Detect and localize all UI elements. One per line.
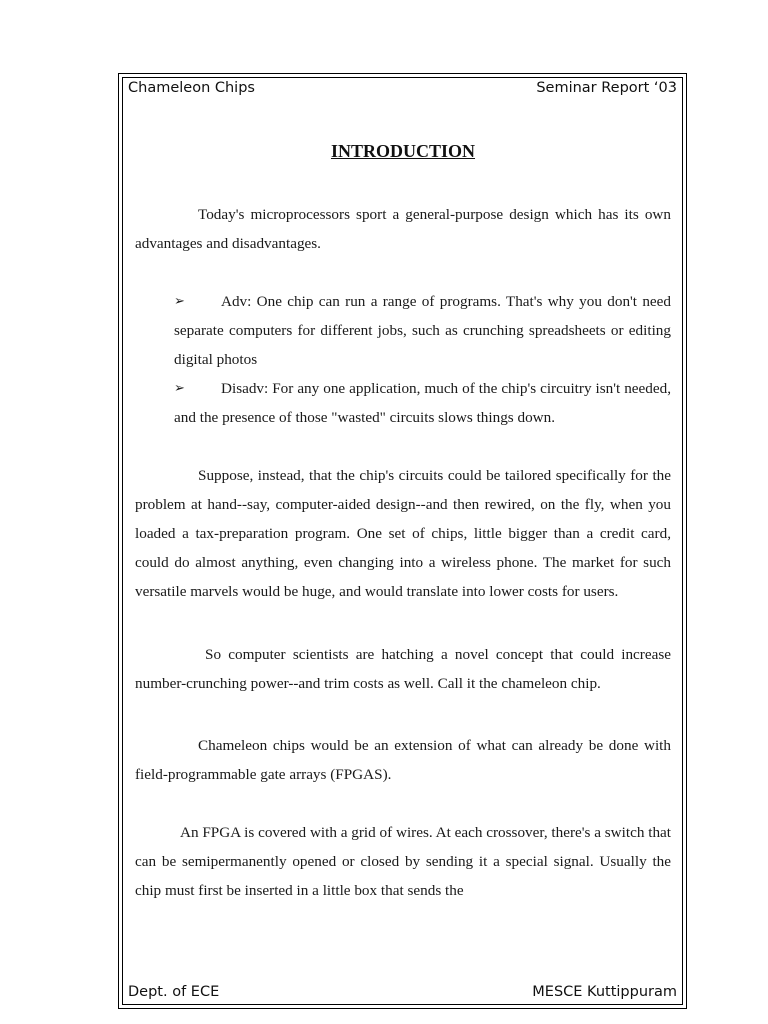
- footer-institution: MESCE Kuttippuram: [532, 984, 677, 1000]
- footer-department: Dept. of ECE: [128, 984, 220, 1000]
- arrow-bullet-icon: ➢: [174, 381, 185, 396]
- arrow-bullet-icon: ➢: [174, 294, 185, 309]
- paragraph-chameleon-chips: Chameleon chips would be an extension of what can already be done with field-programmable gate arrays (FPGAS).: [135, 737, 671, 783]
- bullet-item-advantage: [174, 287, 671, 374]
- page-content: [135, 138, 671, 905]
- page-footer: [128, 984, 677, 1000]
- header-left-title: Chameleon Chips: [128, 80, 255, 96]
- paragraph-scientists: So computer scientists are hatching a novel concept that could increase number-crunching power--and trim costs as well. Call it the chameleon chip.: [135, 646, 671, 692]
- header-right-title: Seminar Report ‘03: [536, 80, 677, 96]
- bullet-text: Adv: One chip can run a range of programs. That's why you don't need separate computers for different jobs, such as crunching spreadsheets or editing digital photos: [174, 293, 671, 368]
- page-header: [128, 80, 677, 96]
- section-title: INTRODUCTION: [330, 141, 476, 161]
- bullet-item-disadvantage: [174, 374, 671, 432]
- paragraph-suppose: Suppose, instead, that the chip's circuits could be tailored specifically for the problem at hand--say, computer-aided design--and then rewired, on the fly, when you loaded a tax-preparation program. One set of chips, little bigger than a credit card, could do almost anything, even changing into a wireless phone. The market for such versatile marvels would be huge, and would translate into lower costs for users.: [135, 467, 671, 600]
- paragraph-fpga: An FPGA is covered with a grid of wires. At each crossover, there's a switch that can be semipermanently opened or closed by sending it a special signal. Usually the chip must first be inserted in a little box that sends the: [135, 824, 671, 899]
- bullet-list: [135, 287, 671, 432]
- bullet-text: Disadv: For any one application, much of the chip's circuitry isn't needed, and the presence of those "wasted" circuits slows things down.: [174, 380, 671, 426]
- paragraph-intro: Today's microprocessors sport a general-purpose design which has its own advantages and disadvantages.: [135, 206, 671, 252]
